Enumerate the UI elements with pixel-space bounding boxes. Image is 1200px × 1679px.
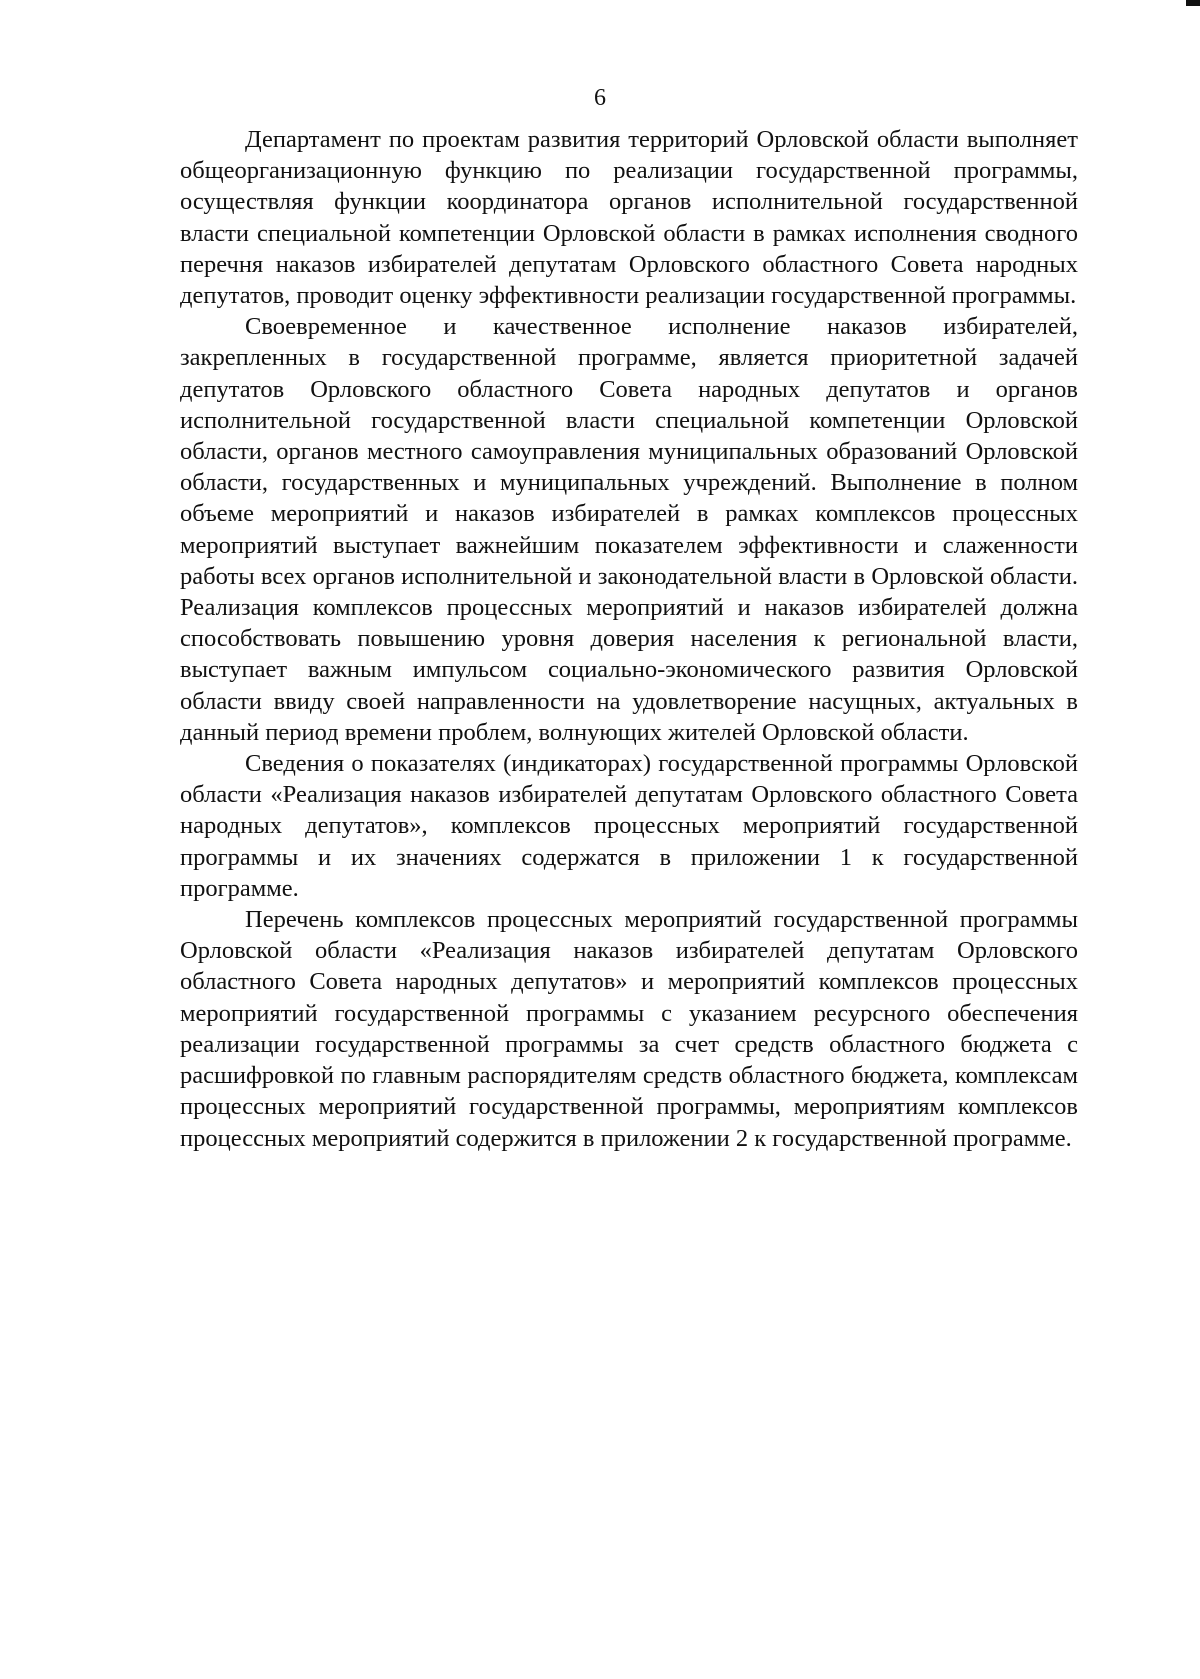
paragraph-indicators-info: Сведения о показателях (индикаторах) государственной программы Орловской области «Реализация наказов избирателей депутатам Орловского областного Совета народных депутатов», комплексов процессных мероприятий государственной программы и их значениях содержатся в приложении 1 к государственной программе.	[180, 750, 1078, 902]
page-number: 6	[594, 85, 606, 111]
paragraph-timely-execution: Своевременное и качественное исполнение наказов избирателей, закрепленных в государственной программе, является приоритетной задачей депутатов Орловского областного Совета народных депутатов и органов исполнительной государственной власти специальной компетенции Орловской области, органов местного самоуправления муниципальных образований Орловской области, государственных и муниципальных учреждений. Выполнение в полном объеме мероприятий и наказов избирателей в рамках комплексов процессных мероприятий выступает важнейшим показателем эффективности и слаженности работы всех органов исполнительной и законодательной власти в Орловской области. Реализация комплексов процессных мероприятий и наказов избирателей должна способствовать повышению уровня доверия населения к региональной власти, выступает важным импульсом социально-экономического развития Орловской области ввиду своей направленности на удовлетворение насущных, актуальных в данный период времени проблем, волнующих жителей Орловской области.	[180, 313, 1078, 746]
document-body	[180, 124, 1078, 1154]
paragraph-department-role: Департамент по проектам развития территорий Орловской области выполняет общеорганизационную функцию по реализации государственной программы, осуществляя функции координатора органов исполнительной государственной власти специальной компетенции Орловской области в рамках исполнения сводного перечня наказов избирателей депутатам Орловского областного Совета народных депутатов, проводит оценку эффективности реализации государственной программы.	[180, 126, 1078, 310]
paragraph-activities-list: Перечень комплексов процессных мероприятий государственной программы Орловской области «Реализация наказов избирателей депутатам Орловского областного Совета народных депутатов» и мероприятий комплексов процессных мероприятий государственной программы с указанием ресурсного обеспечения реализации государственной программы за счет средств областного бюджета с расшифровкой по главным распорядителям средств областного бюджета, комплексам процессных мероприятий государственной программы, мероприятиям комплексов процессных мероприятий содержится в приложении 2 к государственной программе.	[180, 906, 1078, 1152]
scan-corner-mark	[1186, 0, 1200, 6]
